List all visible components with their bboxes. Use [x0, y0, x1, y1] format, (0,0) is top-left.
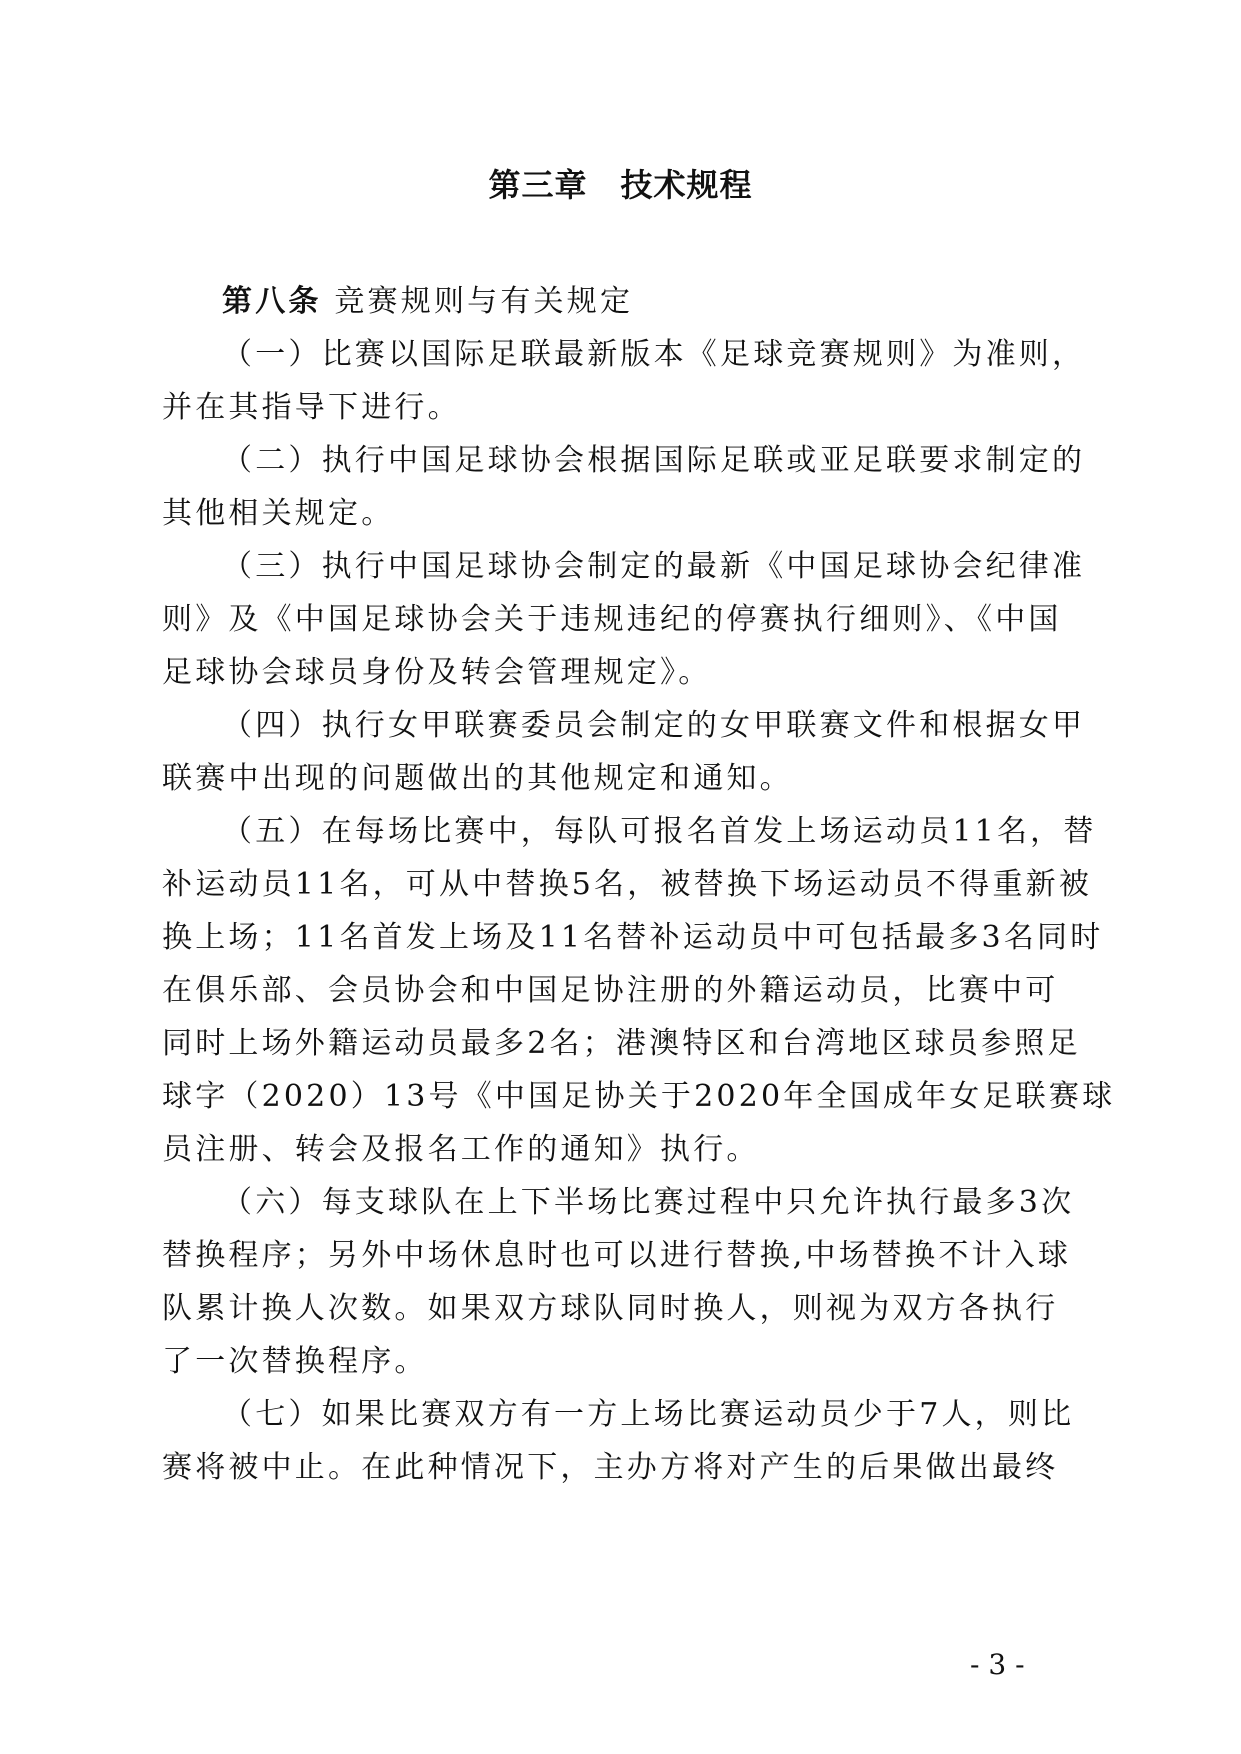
text-line: 足球协会球员身份及转会管理规定》。	[162, 655, 712, 690]
text-line: 球字（2020）13号《中国足协关于2020年全国成年女足联赛球	[162, 1079, 1116, 1114]
text-line: （二）执行中国足球协会根据国际足联或亚足联要求制定的	[222, 443, 1086, 478]
text-line: 赛将被中止。在此种情况下，主办方将对产生的后果做出最终	[162, 1450, 1059, 1485]
text-line: （三）执行中国足球协会制定的最新《中国足球协会纪律准	[222, 549, 1086, 584]
text-line: （七）如果比赛双方有一方上场比赛运动员少于7人，则比	[222, 1397, 1075, 1432]
text-line: （五）在每场比赛中，每队可报名首发上场运动员11名，替	[222, 814, 1097, 849]
text-line: 替换程序；另外中场休息时也可以进行替换,中场替换不计入球	[162, 1238, 1072, 1273]
article-heading	[162, 275, 1082, 328]
text-line: 并在其指导下进行。	[162, 390, 461, 425]
text-line: （一）比赛以国际足联最新版本《足球竞赛规则》为准则，	[222, 337, 1086, 372]
text-line: 了一次替换程序。	[162, 1344, 428, 1379]
chapter-title: 第三章 技术规程	[488, 166, 753, 204]
document-body	[162, 275, 1116, 1494]
text-line: 同时上场外籍运动员最多2名；港澳特区和台湾地区球员参照足	[162, 1026, 1081, 1061]
text-line: 队累计换人次数。如果双方球队同时换人，则视为双方各执行	[162, 1291, 1059, 1326]
text-line: 在俱乐部、会员协会和中国足协注册的外籍运动员，比赛中可	[162, 973, 1059, 1008]
text-line: （六）每支球队在上下半场比赛过程中只允许执行最多3次	[222, 1185, 1075, 1220]
text-line: 补运动员11名，可从中替换5名，被替换下场运动员不得重新被	[162, 867, 1093, 902]
text-line: 其他相关规定。	[162, 496, 395, 531]
page-number: - 3 -	[970, 1648, 1025, 1681]
text-line: 换上场；11名首发上场及11名替补运动员中可包括最多3名同时	[162, 920, 1104, 955]
text-line: 则》及《中国足球协会关于违规违纪的停赛执行细则》、《中国	[162, 602, 1062, 637]
article-title: 竞赛规则与有关规定	[321, 284, 634, 319]
text-line: 员注册、转会及报名工作的通知》执行。	[162, 1132, 760, 1167]
text-line: （四）执行女甲联赛委员会制定的女甲联赛文件和根据女甲	[222, 708, 1086, 743]
text-line: 联赛中出现的问题做出的其他规定和通知。	[162, 761, 793, 796]
article-number: 第八条	[222, 284, 322, 319]
